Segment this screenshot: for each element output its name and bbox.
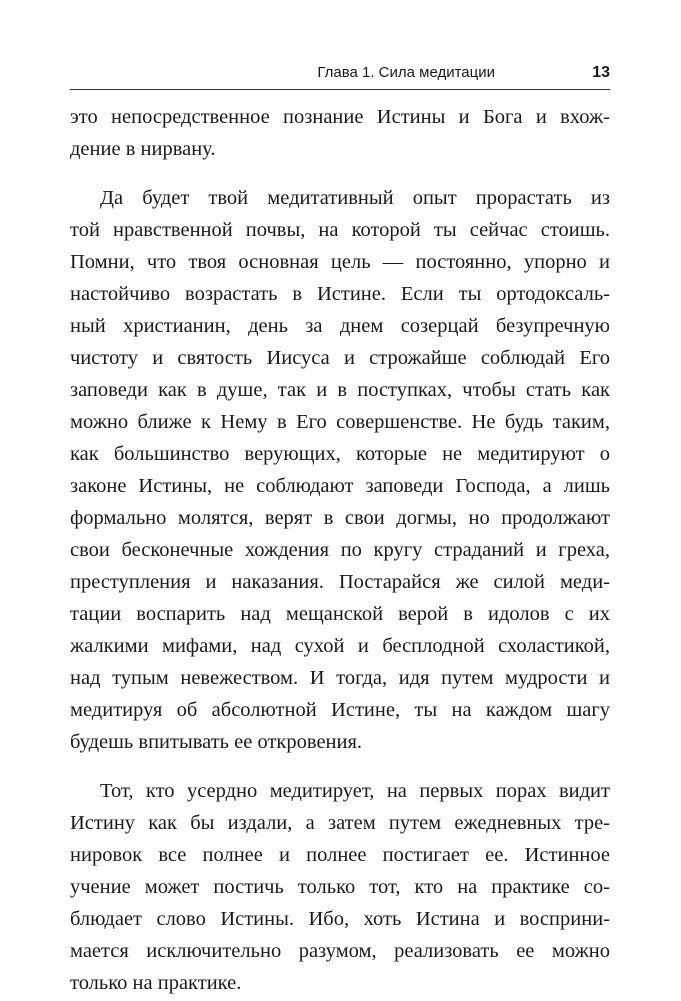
text-line: мается исключительно разумом, реализовать ее можно	[70, 940, 610, 962]
paragraph-1	[70, 101, 610, 165]
text-line: чистоту и святость Иисуса и строжайше соблюдай Его	[70, 347, 610, 369]
text-line: законе Истины, не соблюдают заповеди Господа, а лишь	[70, 475, 610, 497]
text-line: формально молятся, верят в свои догмы, но продолжают	[70, 507, 610, 529]
text-line: только на практике.	[70, 972, 242, 994]
text-line: как большинство верующих, которые не медитируют о	[70, 443, 610, 465]
text-line: тации воспарить над мещанской верой в идолов с их	[70, 603, 610, 625]
text-line: преступления и наказания. Постарайся же силой меди-	[70, 571, 610, 593]
text-line: настойчиво возрастать в Истине. Если ты ортодоксаль-	[70, 283, 610, 305]
text-line: это непосредственное познание Истины и Бога и вхож-	[70, 106, 610, 128]
text-line: той нравственной почвы, на которой ты сейчас стоишь.	[70, 219, 610, 241]
text-line: свои бесконечные хождения по кругу страданий и греха,	[70, 539, 610, 561]
text-line: Истину как бы издали, а затем путем ежедневных тре-	[70, 812, 610, 834]
text-line: жалкими мифами, над сухой и бесплодной схоластикой,	[70, 635, 610, 657]
text-line: Помни, что твоя основная цель — постоянно, упорно и	[70, 251, 610, 273]
page-number: 13	[592, 64, 610, 81]
chapter-title: Глава 1. Сила медитации	[317, 64, 495, 81]
body-text	[70, 101, 610, 999]
text-line: заповеди как в душе, так и в поступках, чтобы стать как	[70, 379, 610, 401]
text-line: будешь впитывать ее откровения.	[70, 731, 363, 753]
text-line: медитируя об абсолютной Истине, ты на каждом шагу	[70, 699, 610, 721]
text-line: блюдает слово Истины. Ибо, хоть Истина и восприни-	[70, 908, 610, 930]
header-rule	[70, 89, 610, 90]
text-line: ный христианин, день за днем созерцай безупречную	[70, 315, 610, 337]
text-line: Да будет твой медитативный опыт прорастать из	[100, 187, 610, 209]
text-line: нировок все полнее и полнее постигает ее. Истинное	[70, 844, 610, 866]
running-header	[70, 62, 610, 84]
paragraph-3	[70, 775, 610, 999]
text-line: учение может постичь только тот, кто на практике со-	[70, 876, 610, 898]
text-line: можно ближе к Нему в Его совершенстве. Не будь таким,	[70, 411, 610, 433]
text-line: дение в нирвану.	[70, 138, 216, 160]
text-line: Тот, кто усердно медитирует, на первых порах видит	[100, 780, 610, 802]
paragraph-2	[70, 182, 610, 758]
text-line: над тупым невежеством. И тогда, идя путем мудрости и	[70, 667, 610, 689]
